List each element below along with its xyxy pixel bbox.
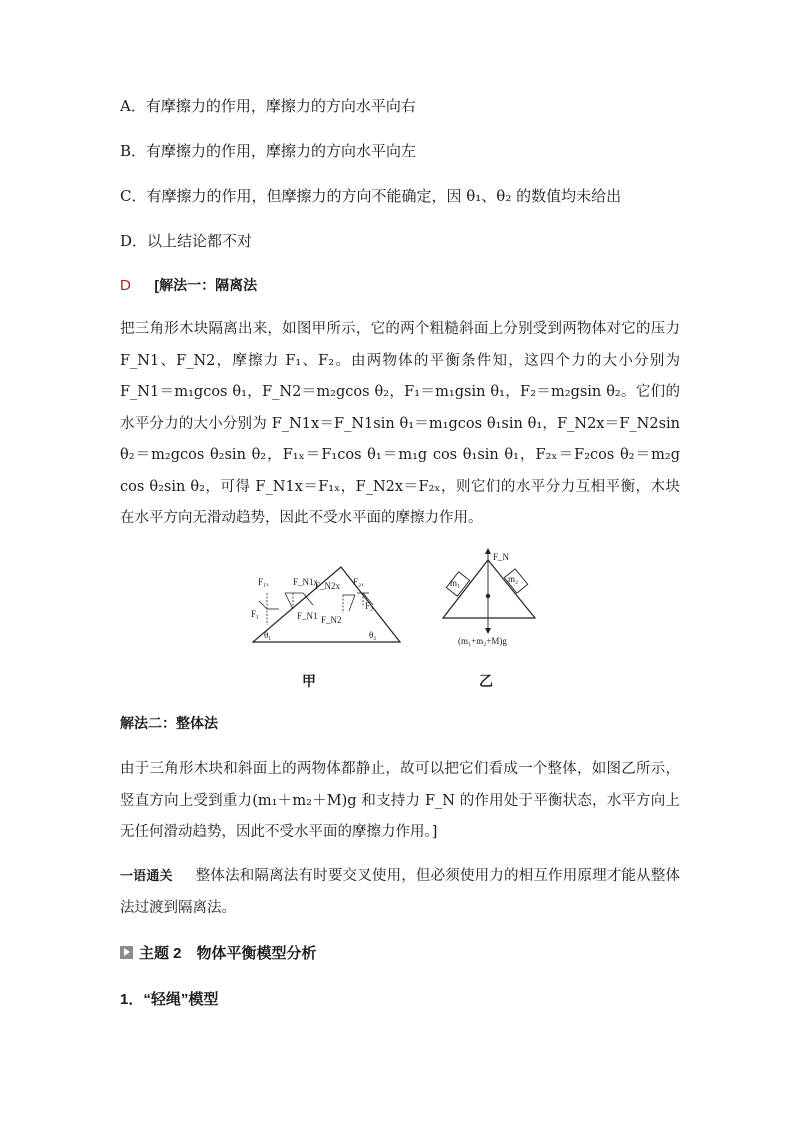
label-fn2x: F_N2x xyxy=(315,581,341,591)
label-fn2: F_N2 xyxy=(321,615,342,625)
label-fn1x: F_N1x xyxy=(293,577,319,587)
figure-left-diagram xyxy=(245,565,405,645)
label-f2x: F₂ₓ xyxy=(353,577,364,587)
topic-label: 主题 2 物体平衡模型分析 xyxy=(139,945,317,962)
summary-label: 一语通关 xyxy=(120,868,173,883)
option-c: C．有摩擦力的作用，但摩擦力的方向不能确定，因 θ₁、θ₂ 的数值均未给出 xyxy=(120,187,622,205)
subheading: 1．“轻绳”模型 xyxy=(120,991,219,1008)
answer-line xyxy=(120,275,257,296)
summary-paragraph xyxy=(120,860,680,924)
label-theta1: θ₁ xyxy=(264,630,272,640)
caption-left: 甲 xyxy=(302,674,316,690)
method2-title: 解法二：整体法 xyxy=(120,716,218,732)
option-a: A．有摩擦力的作用，摩擦力的方向水平向右 xyxy=(120,97,416,115)
label-theta2: θ₂ xyxy=(369,630,377,640)
option-b: B．有摩擦力的作用，摩擦力的方向水平向左 xyxy=(120,142,417,160)
label-f1: F₁ xyxy=(251,609,260,619)
method2-paragraph: 由于三角形木块和斜面上的两物体都静止，故可以把它们看成一个整体，如图乙所示，竖直方向上受到重力(m₁＋m₂＋M)g 和支持力 F_N 的作用处于平衡状态，水平方向上无任何滑动趋势，因此不受水平面的摩擦力作用。] xyxy=(120,761,680,840)
play-triangle-icon xyxy=(120,946,133,959)
method1-paragraph: 把三角形木块隔离出来，如图甲所示，它的两个粗糙斜面上分别受到两物体对它的压力 F_N1、F_N2，摩擦力 F₁、F₂。由两物体的平衡条件知，这四个力的大小分别为 F_N1＝m₁gcos θ₁，F_N2＝m₂gcos θ₂，F₁＝m₁gsin θ₁，F₂＝m₂gsin θ₂。它们的水平分力的大小分别为 F_N1x＝F_N1sin θ₁＝m₁gcos θ₁sin θ₁，F_N2x＝F_N2sin θ₂＝m₂gcos θ₂sin θ₂，F₁ₓ＝F₁cos θ₁＝m₁g cos θ₁sin θ₁，F₂ₓ＝F₂cos θ₂＝m₂g cos θ₂sin θ₂，可得 F_N1x＝F₁ₓ，F_N2x＝F₂ₓ，则它们的水平分力互相平衡，木块在水平方向无滑动趋势，因此不受水平面的摩擦力作用。 xyxy=(120,321,680,526)
method1-title: [解法一：隔离法 xyxy=(154,277,258,293)
topic-heading xyxy=(120,942,317,963)
caption-right: 乙 xyxy=(479,674,493,690)
label-weight: (m₁+m₂+M)g xyxy=(458,636,507,646)
label-fn: F_N xyxy=(493,552,510,562)
answer-letter: D xyxy=(120,277,131,294)
label-m2: m₂ xyxy=(508,574,519,584)
label-m1: m₁ xyxy=(450,578,461,588)
figure-right-diagram xyxy=(438,548,542,646)
label-f2: F₂ xyxy=(365,601,374,611)
option-d: D．以上结论都不对 xyxy=(120,232,253,250)
label-f1x: F₁ₓ xyxy=(258,577,269,587)
summary-text: 整体法和隔离法有时要交叉使用，但必须使用力的相互作用原理才能从整体法过渡到隔离法。 xyxy=(120,868,680,916)
label-fn1: F_N1 xyxy=(297,611,318,621)
